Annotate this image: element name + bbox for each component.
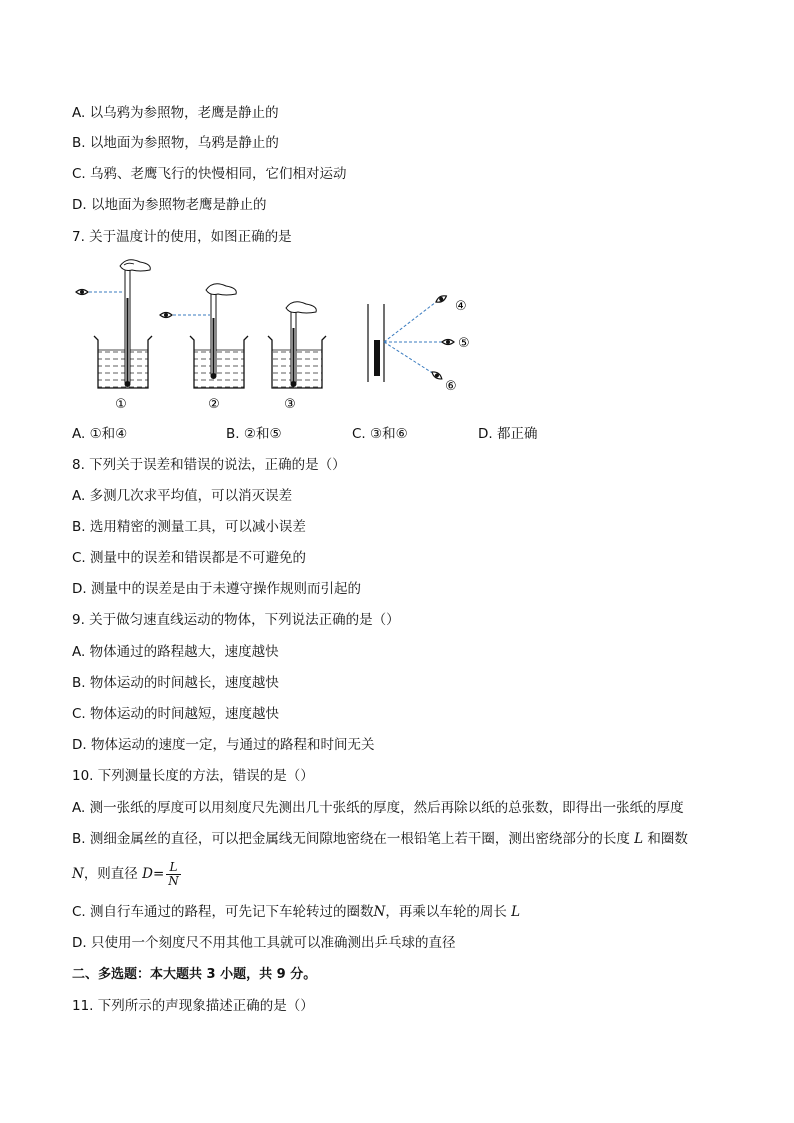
q8-option-a: A. 多测几次求平均值，可以消灭误差	[72, 488, 293, 504]
q6-option-b: B. 以地面为参照物，乌鸦是静止的	[72, 135, 279, 151]
q6-option-a: A. 以乌鸦为参照物，老鹰是静止的	[72, 105, 279, 121]
symbol-N: N	[72, 866, 84, 882]
q7-option-b: B. ②和⑤	[226, 426, 282, 442]
q10-option-b-text-end: 和圈数	[647, 831, 688, 847]
thermometer-diagram	[72, 258, 492, 416]
q11-stem: 11. 下列所示的声现象描述正确的是（）	[72, 998, 314, 1014]
q7-option-d: D. 都正确	[478, 426, 538, 442]
q10-stem: 10. 下列测量长度的方法，错误的是（）	[72, 768, 314, 784]
q10-option-b-text: B. 测细金属丝的直径，可以把金属线无间隙地密绕在一根铅笔上若干圈，测出密绕部分的长度	[72, 831, 630, 847]
q10-option-b-line1	[72, 830, 688, 848]
equals-sign: =	[152, 866, 165, 882]
q7-option-c: C. ③和⑥	[352, 426, 408, 442]
q10-option-d: D. 只使用一个刻度尺不用其他工具就可以准确测出乒乓球的直径	[72, 935, 456, 951]
q9-option-c: C. 物体运动的时间越短，速度越快	[72, 706, 280, 722]
figure-label-1: ①	[115, 397, 127, 412]
figure-label-5: ⑤	[458, 336, 470, 351]
q8-option-b: B. 选用精密的测量工具，可以减小误差	[72, 519, 306, 535]
figure-label-4: ④	[455, 299, 467, 314]
q8-stem: 8. 下列关于误差和错误的说法，正确的是（）	[72, 457, 346, 473]
symbol-L: L	[634, 831, 644, 847]
beaker-3	[268, 302, 326, 388]
symbol-N: N	[373, 904, 386, 920]
figure-label-6: ⑥	[445, 379, 457, 394]
q6-option-c: C. 乌鸦、老鹰飞行的快慢相同，它们相对运动	[72, 166, 347, 182]
symbol-L: L	[511, 904, 521, 920]
q7-option-a: A. ①和④	[72, 426, 128, 442]
beaker-1	[76, 260, 152, 388]
reading-view	[368, 294, 454, 382]
q8-option-d: D. 测量中的误差是由于未遵守操作规则而引起的	[72, 581, 361, 597]
q9-stem: 9. 关于做匀速直线运动的物体，下列说法正确的是（）	[72, 612, 400, 628]
q10-option-c	[72, 903, 520, 921]
fraction-denominator: N	[168, 873, 179, 888]
q10-option-c-text-2: ，再乘以车轮的周长	[385, 904, 507, 920]
q10-option-a: A. 测一张纸的厚度可以用刻度尺先测出几十张纸的厚度，然后再除以纸的总张数，即得出一张纸的厚度	[72, 800, 684, 816]
figure-label-3: ③	[284, 397, 296, 412]
q10-option-c-text: C. 测自行车通过的路程，可先记下车轮转过的圈数	[72, 904, 374, 920]
q9-option-d: D. 物体运动的速度一定，与通过的路程和时间无关	[72, 737, 375, 753]
fraction-L-over-N	[166, 861, 181, 888]
fraction-numerator: L	[166, 861, 181, 875]
q9-option-b: B. 物体运动的时间越长，速度越快	[72, 675, 279, 691]
q10-option-b-line2	[72, 858, 181, 890]
diameter-text: ，则直径	[83, 866, 143, 882]
q7-stem: 7. 关于温度计的使用，如图正确的是	[72, 229, 292, 245]
symbol-D: D	[142, 866, 153, 882]
section-heading: 二、多选题：本大题共 3 小题，共 9 分。	[72, 967, 317, 982]
q9-option-a: A. 物体通过的路程越大，速度越快	[72, 644, 279, 660]
beaker-1-label	[115, 397, 127, 412]
q8-option-c: C. 测量中的误差和错误都是不可避免的	[72, 550, 307, 566]
figure-label-2: ②	[208, 397, 220, 412]
beaker-2	[160, 284, 248, 388]
q6-option-d: D. 以地面为参照物老鹰是静止的	[72, 197, 267, 213]
thermometer-figure	[72, 258, 492, 420]
